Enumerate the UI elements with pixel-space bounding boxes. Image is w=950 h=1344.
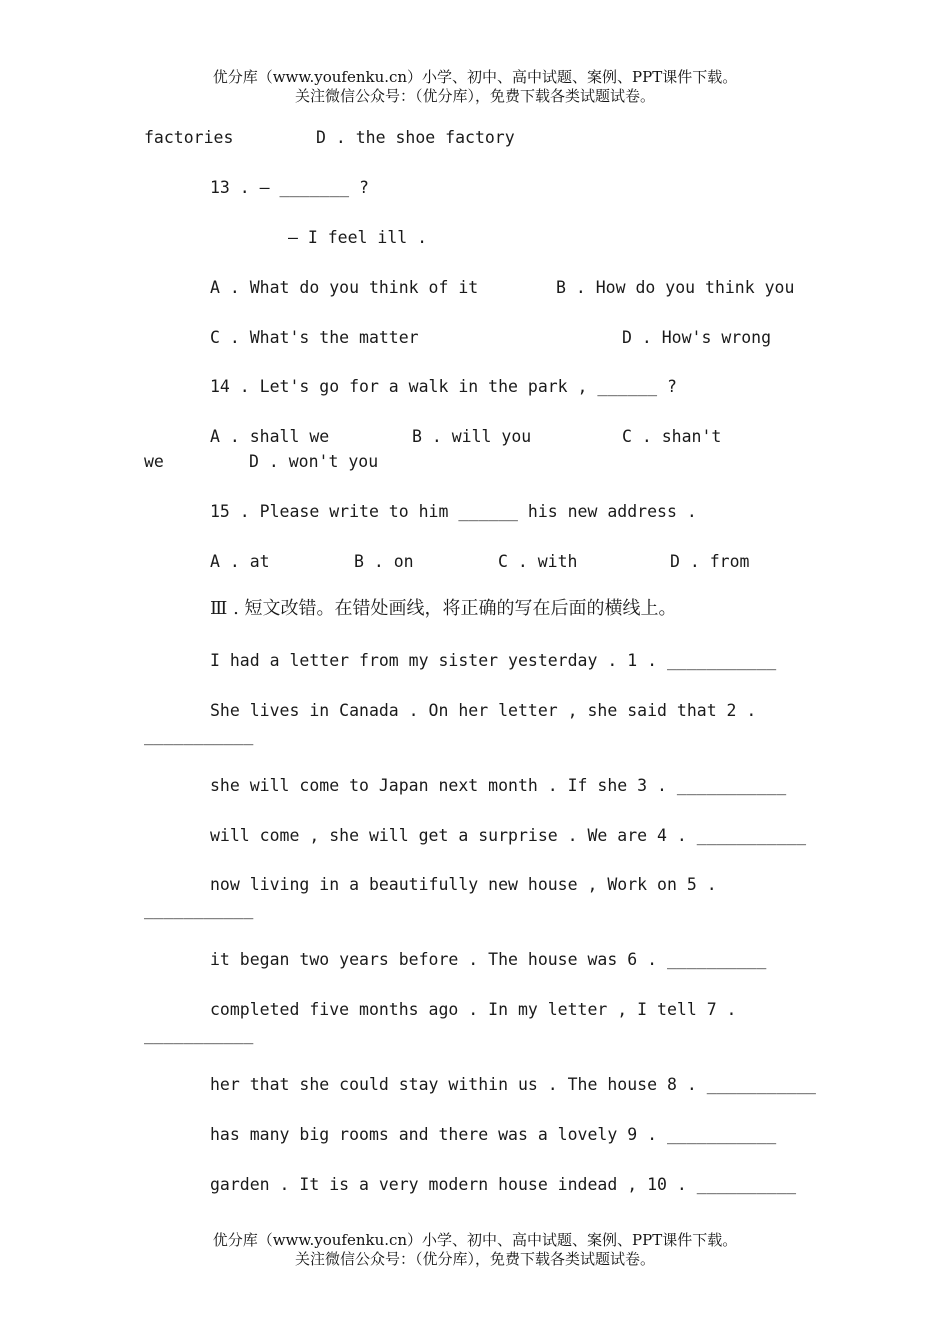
q14-option-b: B . will you xyxy=(412,427,532,446)
passage-line: ___________ xyxy=(144,1025,254,1044)
q14-option-a: A . shall we xyxy=(210,427,330,446)
q15-option-c: C . with xyxy=(498,552,578,571)
passage-line: I had a letter from my sister yesterday . 1 . ___________ xyxy=(210,651,777,670)
q13-reply: — I feel ill . xyxy=(288,228,428,247)
q15-stem: 15 . Please write to him ______ his new address . xyxy=(210,502,697,521)
passage-line: will come , she will get a surprise . We are 4 . ___________ xyxy=(210,826,807,845)
q15-option-b: B . on xyxy=(354,552,414,571)
passage-line: now living in a beautifully new house , Work on 5 . xyxy=(210,875,717,894)
q15-option-d: D . from xyxy=(670,552,750,571)
q14-stem: 14 . Let's go for a walk in the park , ______ ? xyxy=(210,377,677,396)
header-line-2: 关注微信公众号：（优分库），免费下载各类试题试卷。 xyxy=(294,87,655,105)
q13-option-c: C . What's the matter xyxy=(210,328,419,347)
q14-option-c-continued: we xyxy=(144,452,164,471)
q13-stem: 13 . — _______ ? xyxy=(210,178,369,197)
passage-line: it began two years before . The house was 6 . __________ xyxy=(210,950,767,969)
q13-option-a: A . What do you think of it xyxy=(210,278,479,297)
q12-option-c-continued: factories xyxy=(144,128,234,147)
passage-line: ___________ xyxy=(144,726,254,745)
q13-option-d: D . How's wrong xyxy=(622,328,772,347)
passage-line: ___________ xyxy=(144,900,254,919)
passage-line: completed five months ago . In my letter , I tell 7 . xyxy=(210,1000,737,1019)
header-line-1: 优分库（www.youfenku.cn）小学、初中、高中试题、案例、PPT课件下载。 xyxy=(212,68,738,86)
q14-option-c: C . shan't xyxy=(622,427,722,446)
q14-option-d: D . won't you xyxy=(249,452,379,471)
q13-option-b: B . How do you think you xyxy=(556,278,795,297)
passage-line: She lives in Canada . On her letter , she said that 2 . xyxy=(210,701,757,720)
footer-line-1: 优分库（www.youfenku.cn）小学、初中、高中试题、案例、PPT课件下载。 xyxy=(212,1231,738,1249)
passage-line: she will come to Japan next month . If she 3 . ___________ xyxy=(210,776,787,795)
passage-line: garden . It is a very modern house indead , 10 . __________ xyxy=(210,1175,797,1194)
passage-line: has many big rooms and there was a lovely 9 . ___________ xyxy=(210,1125,777,1144)
section-3-title: Ⅲ . 短文改错。在错处画线，将正确的写在后面的横线上。 xyxy=(210,598,677,619)
q15-option-a: A . at xyxy=(210,552,270,571)
q12-option-d: D . the shoe factory xyxy=(316,128,515,147)
passage-line: her that she could stay within us . The house 8 . ___________ xyxy=(210,1075,816,1094)
footer-line-2: 关注微信公众号：（优分库），免费下载各类试题试卷。 xyxy=(294,1250,655,1268)
